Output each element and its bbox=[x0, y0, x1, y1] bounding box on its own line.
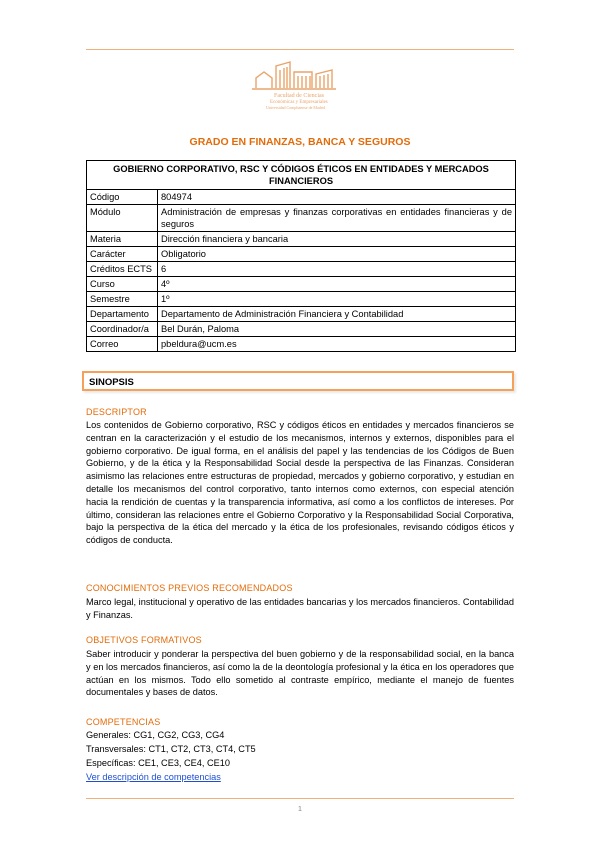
row-key: Créditos ECTS bbox=[87, 262, 158, 277]
row-value: 4º bbox=[158, 277, 516, 292]
prior-knowledge-heading: CONOCIMIENTOS PREVIOS RECOMENDADOS bbox=[86, 583, 293, 593]
competencias-generales: Generales: CG1, CG2, CG3, CG4 bbox=[86, 730, 225, 740]
row-key: Correo bbox=[87, 337, 158, 352]
svg-text:Facultad de Ciencias: Facultad de Ciencias bbox=[274, 93, 324, 99]
row-key: Carácter bbox=[87, 247, 158, 262]
row-key: Semestre bbox=[87, 292, 158, 307]
objectives-heading: OBJETIVOS FORMATIVOS bbox=[86, 635, 202, 645]
row-value: Dirección financiera y bancaria bbox=[158, 232, 516, 247]
row-key: Materia bbox=[87, 232, 158, 247]
table-header-row bbox=[87, 161, 516, 190]
competencias-transversales: Transversales: CT1, CT2, CT3, CT4, CT5 bbox=[86, 744, 256, 754]
row-value: 1º bbox=[158, 292, 516, 307]
row-value: Bel Durán, Paloma bbox=[158, 322, 516, 337]
row-value: pbeldura@ucm.es bbox=[158, 337, 516, 352]
course-title: GOBIERNO CORPORATIVO, RSC Y CÓDIGOS ÉTICOS EN ENTIDADES Y MERCADOS FINANCIEROS bbox=[87, 161, 516, 190]
table-row bbox=[87, 190, 516, 205]
row-value: 804974 bbox=[158, 190, 516, 205]
table-row bbox=[87, 232, 516, 247]
row-key: Curso bbox=[87, 277, 158, 292]
svg-text:Económicas y Empresariales: Económicas y Empresariales bbox=[270, 100, 328, 105]
sinopsis-heading: SINOPSIS bbox=[82, 371, 514, 391]
competencias-heading: COMPETENCIAS bbox=[86, 717, 161, 727]
table-row bbox=[87, 262, 516, 277]
degree-title: GRADO EN FINANZAS, BANCA Y SEGUROS bbox=[189, 136, 411, 148]
row-key: Departamento bbox=[87, 307, 158, 322]
footer-rule bbox=[86, 798, 514, 799]
table-row bbox=[87, 205, 516, 232]
course-info-table bbox=[86, 160, 516, 352]
competencias-especificas: Específicas: CE1, CE3, CE4, CE10 bbox=[86, 758, 230, 768]
row-key: Módulo bbox=[87, 205, 158, 232]
row-key: Código bbox=[87, 190, 158, 205]
header-rule bbox=[86, 49, 514, 50]
table-row bbox=[87, 292, 516, 307]
table-row bbox=[87, 247, 516, 262]
row-value: Departamento de Administración Financiera y Contabilidad bbox=[158, 307, 516, 322]
row-value: 6 bbox=[158, 262, 516, 277]
row-value: Obligatorio bbox=[158, 247, 516, 262]
prior-knowledge-text: Marco legal, institucional y operativo de las entidades bancarias y los mercados financieros. Contabilidad y Finanzas. bbox=[86, 597, 514, 620]
table-row bbox=[87, 337, 516, 352]
svg-text:Universidad Complutense de Mad: Universidad Complutense de Madrid bbox=[266, 105, 326, 110]
table-row bbox=[87, 322, 516, 337]
descriptor-heading: DESCRIPTOR bbox=[86, 407, 147, 417]
table-row bbox=[87, 307, 516, 322]
competencias-link[interactable]: Ver descripción de competencias bbox=[86, 772, 221, 782]
row-value: Administración de empresas y finanzas corporativas en entidades financieras y de seguros bbox=[158, 205, 516, 232]
objectives-text: Saber introducir y ponderar la perspectiva del buen gobierno y de la responsabilidad social, en la banca y en los mercados financieros, así como la de la deontología profesional y la ética en los operadores que actúan en los mismos. Todo ello sometido al contraste empírico, mediante el manejo de fuentes documentales y bases de datos. bbox=[86, 649, 514, 698]
table-row bbox=[87, 277, 516, 292]
faculty-logo bbox=[250, 58, 360, 114]
page-number: 1 bbox=[297, 804, 303, 813]
row-key: Coordinador/a bbox=[87, 322, 158, 337]
descriptor-text: Los contenidos de Gobierno corporativo, RSC y códigos éticos en entidades y mercados financieros se centran en la caracterización y el estudio de los mecanismos, internos y externos, disponibles para el gobierno corporativo. De igual forma, en el análisis del papel y las tendencias de los Códigos de Buen Gobierno, y de la ética y la Responsabilidad Social desde la perspectiva de las Finanzas. Consideran asimismo las relaciones entre estructuras de propiedad, mercados y gobierno corporativo, y estudian en detalle los mecanismos del control corporativo, tanto internos como externos, con especial atención hacia la rendición de cuentas y la transparencia informativa, así como a los conflictos de intereses. Por último, consideran las relaciones entre el Gobierno Corporativo y la Responsabilidad Social Corporativa, bajo la perspectiva de la ética del mercado y la ética de los profesionales, revisando códigos éticos y códigos de conducta. bbox=[86, 420, 514, 546]
